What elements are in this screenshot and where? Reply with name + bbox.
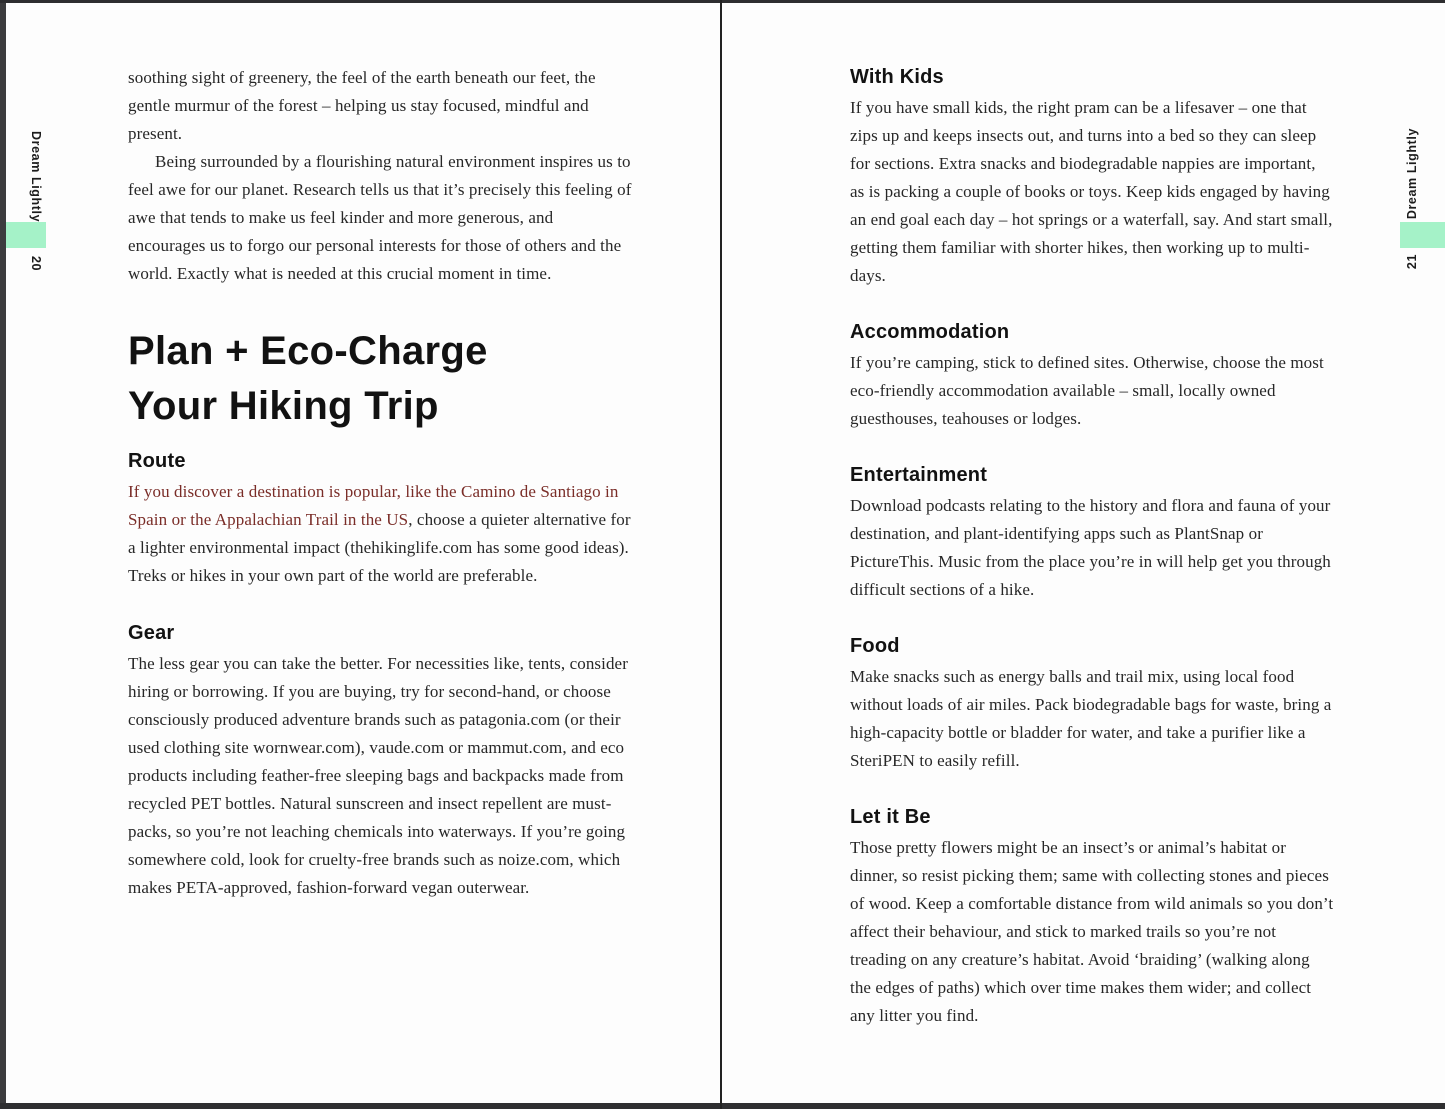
route-rest-text: , choose a quieter alternative for a lighter environmental impact (thehikinglife.com has some good ideas). Treks or hikes in your own part of the world are preferable.	[128, 510, 631, 585]
section-body-food: Make snacks such as energy balls and trail mix, using local food without loads of air miles. Pack biodegradable bags for waste, bring a high-capacity bottle or bladder for water, and take a purifier like a SteriPEN to easily refill.	[850, 667, 1332, 770]
section-entertainment	[850, 462, 1334, 604]
page-right	[850, 64, 1334, 1030]
section-heading-accommodation: Accommodation	[850, 321, 1010, 343]
section-heading-food: Food	[850, 635, 900, 657]
section-let-it-be	[850, 804, 1334, 1030]
section-body-with-kids: If you have small kids, the right pram can be a lifesaver – one that zips up and keeps insects out, and turns into a bed so they can sleep for sections. Extra snacks and biodegradable nappies are important, as is packing a couple of books or toys. Keep kids engaged by having an end goal each day – hot springs or a waterfall, say. And start small, getting them familiar with shorter hikes, then working up to multi-days.	[850, 98, 1333, 285]
section-body-gear: The less gear you can take the better. For necessities like, tents, consider hiring or borrowing. If you are buying, try for second-hand, or choose consciously produced adventure brands such as patagonia.com (or their used clothing site wornwear.com), vaude.com or mammut.com, and eco products including feather-free sleeping bags and backpacks made from recycled PET bottles. Natural sunscreen and insect repellent are must-packs, so you’re not leaching chemicals into waterways. If you’re going somewhere cold, look for cruelty-free brands such as noize.com, which makes PETA-approved, fashion-forward vegan outerwear.	[128, 654, 628, 897]
section-food	[850, 633, 1334, 775]
chapter-title	[128, 324, 633, 434]
section-heading-let-it-be: Let it Be	[850, 806, 931, 828]
section-heading-entertainment: Entertainment	[850, 464, 988, 486]
section-heading-gear: Gear	[128, 622, 175, 644]
section-with-kids	[850, 64, 1334, 290]
section-gear	[128, 620, 633, 902]
page-gutter-line	[720, 0, 722, 1109]
chapter-title-line1: Plan + Eco-Charge	[128, 329, 488, 373]
section-body-route	[128, 478, 633, 590]
section-route	[128, 448, 633, 590]
section-body-entertainment: Download podcasts relating to the history and flora and fauna of your destination, and plant-identifying apps such as PlantSnap or PictureThis. Music from the place you’re in will help get you through difficult sections of a hike.	[850, 496, 1331, 599]
section-body-accommodation: If you’re camping, stick to defined sites. Otherwise, choose the most eco-friendly accommodation available – small, locally owned guesthouses, teahouses or lodges.	[850, 353, 1324, 428]
accent-bar-left	[6, 222, 46, 248]
accent-bar-right	[1400, 222, 1445, 248]
section-heading-route: Route	[128, 450, 186, 472]
scan-edge-top	[0, 0, 1445, 3]
running-header-left: Dream Lightly	[29, 131, 43, 223]
route-highlighted-text: If you discover a destination is popular, like the Camino de Santiago in Spain or the Appalachian Trail in the US	[128, 482, 619, 529]
section-heading-with-kids: With Kids	[850, 66, 944, 88]
page-left	[128, 64, 633, 902]
scan-edge-bottom	[0, 1103, 1445, 1109]
section-accommodation	[850, 319, 1334, 433]
chapter-title-line2: Your Hiking Trip	[128, 384, 439, 428]
intro-paragraph-2: Being surrounded by a flourishing natural environment inspires us to feel awe for our planet. Research tells us that it’s precisely this feeling of awe that tends to make us feel kinder and more generous, and encourages us to forgo our personal interests for those of others and the world. Exactly what is needed at this crucial moment in time.	[128, 152, 632, 283]
intro-paragraph-1: soothing sight of greenery, the feel of the earth beneath our feet, the gentle murmur of the forest – helping us stay focused, mindful and present.	[128, 68, 596, 143]
scan-edge-left	[0, 0, 6, 1109]
running-header-right: Dream Lightly	[1405, 128, 1419, 220]
section-body-let-it-be: Those pretty flowers might be an insect’s or animal’s habitat or dinner, so resist picking them; same with collecting stones and pieces of wood. Keep a comfortable distance from wild animals so you don’t affect their behaviour, and stick to marked trails so you’re not treading on any creature’s habitat. Avoid ‘braiding’ (walking along the edges of paths) which over time makes them wider; and collect any litter you find.	[850, 838, 1334, 1025]
page-number-right: 21	[1405, 254, 1419, 270]
page-number-left: 20	[29, 256, 43, 272]
